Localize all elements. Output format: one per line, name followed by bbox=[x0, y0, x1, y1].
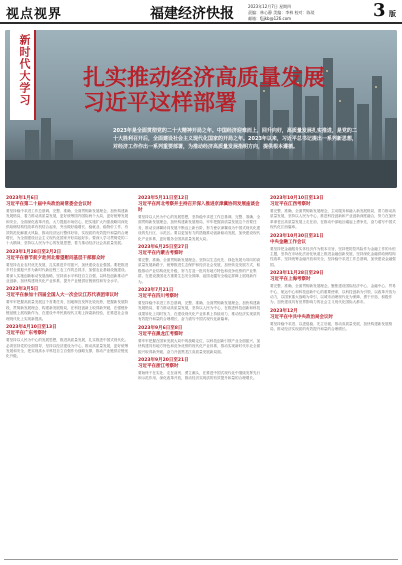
entry-date: 2023年6月25日至27日 bbox=[138, 245, 189, 251]
section-name: 视点视界 bbox=[6, 7, 63, 22]
entry-body: 要完整、准确、全面贯彻新发展理念，坚持以生态优先、绿色发展为导向的高质量发展新路子，统筹推进生态保护和经济社会发展，加快转变发展方式，积极推动产业结构优化升级，努力打造一批具有地方特色和竞争优势的产业集群，在建设我国北方重要生态安全屏障、祖国北疆安全稳定屏障上展现新作为。 bbox=[138, 258, 261, 284]
newspaper-name: 福建经济快报 bbox=[150, 6, 234, 22]
timeline-entry bbox=[138, 358, 262, 382]
issue-date: 2023年12月7日 星期四 bbox=[248, 4, 292, 9]
entry-body: 要坚持农业农村优先发展，扎实推进乡村振兴，加快建设农业强国。要把推进乡村全面振兴作为新时代新征程三农工作的总抓手，加强农业基础设施建设。要深入实施创新驱动发展战略，坚持高水平科技自立自强，以科技创新推动产业创新，加快构建现代化产业体系，提升产业链供应链韧性和安全水平。 bbox=[6, 262, 129, 284]
footer-divider bbox=[4, 559, 398, 560]
entry-date: 2023年10月30日至31日 bbox=[270, 233, 324, 239]
issue-meta bbox=[248, 4, 368, 22]
entry-date: 2023年7月21日 bbox=[138, 288, 174, 294]
timeline-entry bbox=[270, 234, 396, 269]
entry-date: 2023年1月28日至2月2日 bbox=[6, 249, 62, 255]
timeline-entry bbox=[270, 196, 396, 231]
timeline-entry bbox=[270, 309, 396, 333]
entry-date: 2023年9月6日至8日 bbox=[138, 325, 183, 331]
entry-title: 习近平在参加十四届全国人大一次会议江苏代表团审议时 bbox=[6, 293, 119, 299]
timeline-entry bbox=[6, 325, 130, 360]
entry-title: 习近平在内蒙古考察时 bbox=[138, 251, 183, 257]
entry-title: 习近平在第二十届中央政治局常委会会议时 bbox=[6, 202, 92, 207]
entry-title: 习近平在中共中央政治局会议时 bbox=[270, 314, 333, 320]
entry-title: 习近平在四川考察时 bbox=[138, 294, 179, 300]
entry-date: 2023年3月5日 bbox=[6, 287, 39, 293]
timeline-entry bbox=[138, 288, 262, 323]
entry-title: 习近平在浙江考察时 bbox=[138, 363, 179, 369]
masthead bbox=[0, 0, 402, 24]
column-kicker-text: 新时代大学习 bbox=[18, 34, 31, 106]
column-kicker bbox=[10, 30, 36, 120]
timeline-entry bbox=[270, 271, 396, 306]
entry-title: 习近平在黑龙江考察时 bbox=[138, 331, 183, 337]
headline bbox=[83, 66, 383, 116]
entry-title: 习近平在春节前夕赴河北看望慰问基层干部群众时 bbox=[6, 255, 105, 261]
article-column-1 bbox=[6, 196, 130, 363]
headline-line-2: 习近平这样部署 bbox=[83, 90, 238, 116]
page-number-digit: 3 bbox=[373, 0, 386, 21]
entry-title: 习近平在广东考察时 bbox=[6, 331, 47, 337]
entry-body: 要牢牢把握高质量发展这个首要任务，因地制宜发挥比较优势，把握新发展阶段、贯彻新发展理念、构建新发展格局，在科技创新上取得新突破，在强链补链延链上展现新作为，在建设中华民族现代文明上探索新经验，在推进社会治理现代化上实现新提高。 bbox=[6, 300, 129, 321]
hero-banner bbox=[5, 30, 397, 188]
entry-body: 要完整、准确、全面贯彻新发展理念，聚焦建设国际经济中心、金融中心、贸易中心、航运中心和科技创新中心的重要使命，以科技创新为引领，以改革开放为动力，以国家重大战略为牵引，以城市治理现代化为保障，勇于开拓、积极作为，加快建成具有世界影响力的社会主义现代化国际大都市。 bbox=[270, 284, 396, 305]
timeline-entry bbox=[6, 196, 130, 247]
timeline-entry bbox=[138, 326, 262, 355]
entry-title: 习近平在江西考察时 bbox=[270, 202, 311, 207]
entry-body: 要牢牢把握在国家发展大局中的战略定位，以科技创新引领产业全面振兴，加快构建具有地方特色和竞争优势的现代化产业体系，推动实现新时代东北全面振兴取得新突破，奋力开创黑龙江高质量发展新局面。 bbox=[138, 338, 261, 354]
entry-title: 习近平在河北考察并主持召开深入推进京津冀协同发展座谈会时 bbox=[138, 202, 260, 213]
page-number-suffix: 版 bbox=[389, 10, 396, 18]
entry-body: 要坚持把金融服务实体经济作为根本宗旨，坚持把防控风险作为金融工作的永恒主题，坚持在市场化法治化轨道上推进金融创新发展，坚持深化金融供给侧结构性改革，坚持统筹金融开放和安全，坚持稳中求进工作总基调，加快建设金融强国。 bbox=[270, 246, 396, 267]
entry-body: 要坚持稳中求进工作总基调，完整、准确、全面贯彻新发展理念，加快构建新发展格局，着力推动高质量发展，更好统筹国内国际两个大局，更好统筹发展和安全，全面深化改革开放，大力提振市场信心，把实施扩大内需战略同深化供给侧结构性改革有机结合起来，突出做好稳增长、稳就业、稳物价工作，有效防范化解重大风险，推动经济运行整体好转，实现质的有效提升和量的合理增长，为全面建设社会主义现代化国家开好局起好步。要深入学习贯彻党的二十大精神，坚持以人民为中心的发展思想，着力推动经济社会高质量发展。 bbox=[6, 209, 129, 246]
headline-line-1: 扎实推动经济高质量发展 bbox=[83, 65, 326, 91]
entry-date: 2023年9月20日至21日 bbox=[138, 357, 189, 363]
timeline-entry bbox=[138, 196, 262, 242]
entry-body: 要始终干在实处、走在前列、勇立潮头，在推进中国式现代化中继续发挥先行和示范作用，深化改革开放，推动经济实现质的有效提升和量的合理增长。 bbox=[138, 370, 261, 381]
entry-date: 2023年11月28日至29日 bbox=[270, 271, 324, 277]
timeline-entry bbox=[6, 287, 130, 322]
timeline-entry bbox=[138, 245, 262, 285]
entry-body: 要完整、准确、全面贯彻新发展理念，主动服务和融入新发展格局，着力推动高质量发展，坚持以人民为中心，推进科技创新和产业创新深度融合，努力在加快革命老区高质量发展上走在前，在推动中部地区崛起上勇争先，奋力谱写中国式现代化江西篇章。 bbox=[270, 209, 396, 230]
entry-date: 2023年12月 bbox=[270, 308, 298, 314]
lead-paragraph: 2023年是全面贯彻党的二十大精神开局之年。中国经济迎难而上，回升向好，高质量发展扎实推进，是党的二十大胜利召开后，全面建设社会主义现代化国家的开局之年。2023年以来，习近平总书记提出一系列新思想，对经济工作作出一系列重要部署，为推动经济高质量发展指明方向，提供根本遵循。 bbox=[113, 128, 357, 150]
entry-date: 2023年1月6日 bbox=[6, 196, 39, 201]
timeline-entry bbox=[6, 250, 130, 285]
editor-line: 责编：林心静 美编：李林 校对：陈琰 bbox=[248, 10, 315, 15]
entry-body: 要坚持以人民为中心的发展思想，推进高质量发展，扎实推进中国式现代化。必须坚持党的全面领导，坚持以经济建设为中心，推动高质量发展，更好统筹发展和安全，把实现高水平科技自立自强作为战略支撑，推动产业链供应链优化升级。 bbox=[6, 338, 129, 359]
entry-body: 要坚持稳中求进工作总基调，完整、准确、全面贯彻新发展理念，加快构建新发展格局，着力推动高质量发展，坚持以人民为中心，在推进科技创新和科技成果转化上同时发力，在建设现代化产业体系上持续用力，推动经济实现质的有效提升和量的合理增长，奋力谱写中国式现代化新篇章。 bbox=[138, 301, 261, 322]
entry-date: 2023年10月10日至13日 bbox=[270, 196, 324, 201]
entry-body: 要坚持稳中求进、以进促稳、先立后破，推动高质量发展，加快构建新发展格局，推动经济实现质的有效提升和量的合理增长。 bbox=[270, 321, 393, 332]
article-column-3 bbox=[270, 196, 396, 336]
entry-body: 要坚持以人民为中心的发展思想，坚持稳中求进工作总基调，完整、准确、全面贯彻新发展理念，加快构建新发展格局，牢牢把握高质量发展这个首要任务，推动京津冀协同发展不断迈上新台阶，努力使京津冀成为中国式现代化建设的先行区、示范区。要以更加有力的措施推动创新驱动发展，加快建设现代化产业体系，更好服务全国高质量发展大局。 bbox=[138, 215, 261, 241]
entry-title: 中央金融工作会议 bbox=[270, 239, 306, 245]
entry-date: 2023年4月10日至13日 bbox=[6, 325, 57, 331]
email-line: 邮箱：fjjjkb@126.com bbox=[248, 16, 292, 21]
article-column-2 bbox=[138, 196, 262, 385]
entry-date: 2023年5月11日至12日 bbox=[138, 196, 189, 201]
page-number bbox=[370, 0, 400, 22]
entry-title: 习近平在上海考察时 bbox=[270, 277, 311, 283]
